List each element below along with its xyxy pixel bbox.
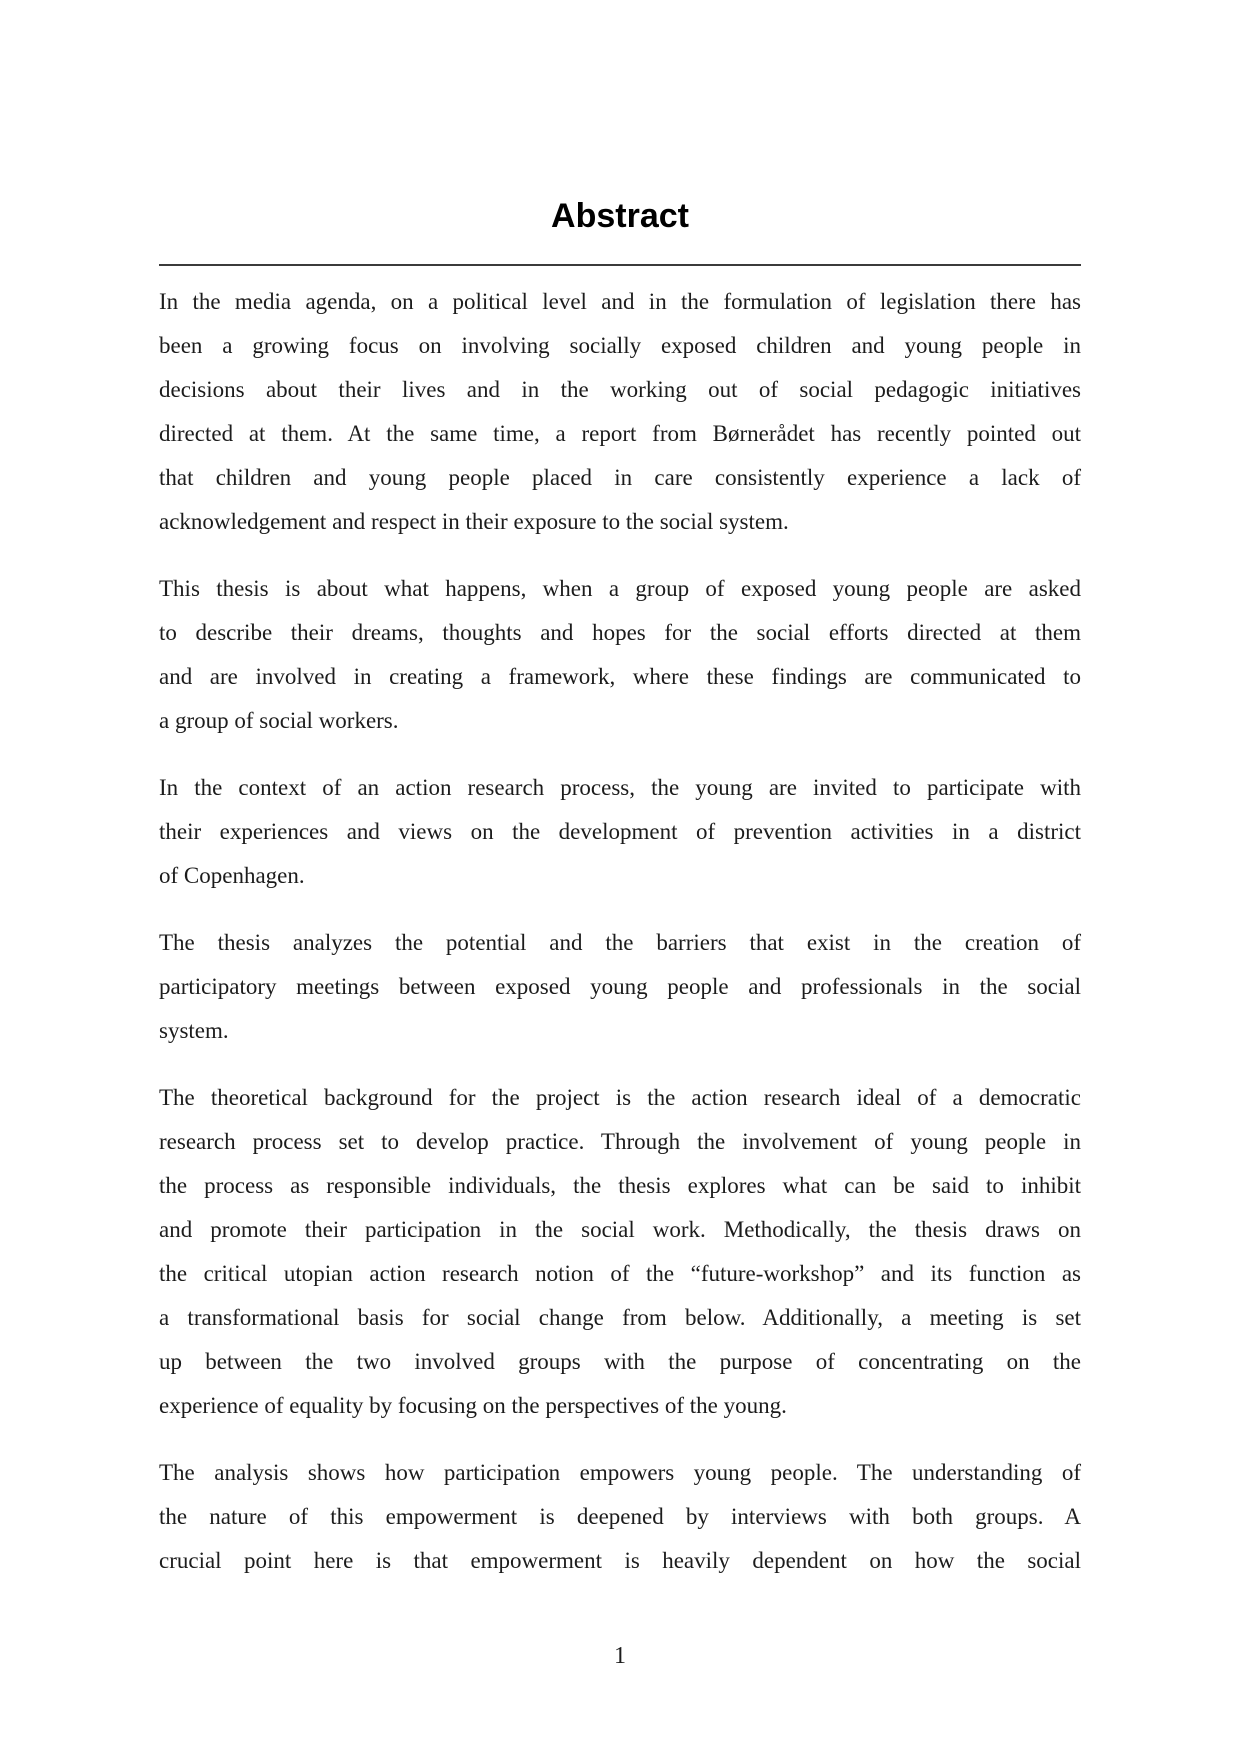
- abstract-paragraph: [159, 567, 1081, 743]
- text-line: that children and young people placed in care consistently experience a lack of: [159, 465, 1081, 490]
- text-line: crucial point here is that empowerment is heavily dependent on how the social: [159, 1548, 1081, 1573]
- text-line: to describe their dreams, thoughts and hopes for the social efforts directed at them: [159, 620, 1081, 645]
- text-line: their experiences and views on the development of prevention activities in a district: [159, 819, 1081, 844]
- text-line: system.: [159, 1018, 229, 1043]
- text-line: The thesis analyzes the potential and the barriers that exist in the creation of: [159, 930, 1081, 955]
- text-line: and are involved in creating a framework, where these findings are communicated to: [159, 664, 1081, 689]
- text-line: the critical utopian action research notion of the “future-workshop” and its function as: [159, 1261, 1081, 1286]
- abstract-paragraph: [159, 921, 1081, 1053]
- abstract-paragraph: [159, 766, 1081, 898]
- text-line: a transformational basis for social change from below. Additionally, a meeting is set: [159, 1305, 1081, 1330]
- text-line: of Copenhagen.: [159, 863, 305, 888]
- text-line: participatory meetings between exposed young people and professionals in the social: [159, 974, 1081, 999]
- text-line: This thesis is about what happens, when a group of exposed young people are asked: [159, 576, 1081, 601]
- text-line: In the context of an action research process, the young are invited to participate with: [159, 775, 1081, 800]
- text-line: acknowledgement and respect in their exposure to the social system.: [159, 509, 789, 534]
- page-number: 1: [614, 1643, 626, 1669]
- text-block: [159, 196, 1081, 1583]
- text-line: experience of equality by focusing on the perspectives of the young.: [159, 1393, 787, 1418]
- text-line: directed at them. At the same time, a report from Børnerådet has recently pointed out: [159, 421, 1081, 446]
- text-line: up between the two involved groups with the purpose of concentrating on the: [159, 1349, 1081, 1374]
- text-line: The theoretical background for the project is the action research ideal of a democratic: [159, 1085, 1081, 1110]
- abstract-paragraph: [159, 1076, 1081, 1428]
- abstract-paragraph: [159, 1451, 1081, 1583]
- text-line: the nature of this empowerment is deepened by interviews with both groups. A: [159, 1504, 1081, 1529]
- abstract-body: [159, 280, 1081, 1583]
- text-line: the process as responsible individuals, the thesis explores what can be said to inhibit: [159, 1173, 1081, 1198]
- text-line: The analysis shows how participation empowers young people. The understanding of: [159, 1460, 1081, 1485]
- page-title: Abstract: [551, 197, 689, 235]
- text-line: research process set to develop practice. Through the involvement of young people in: [159, 1129, 1081, 1154]
- abstract-paragraph: [159, 280, 1081, 544]
- text-line: been a growing focus on involving socially exposed children and young people in: [159, 333, 1081, 358]
- title-rule: [159, 264, 1081, 266]
- text-line: and promote their participation in the social work. Methodically, the thesis draws on: [159, 1217, 1081, 1242]
- text-line: decisions about their lives and in the working out of social pedagogic initiatives: [159, 377, 1081, 402]
- text-line: In the media agenda, on a political level and in the formulation of legislation there has: [159, 289, 1081, 314]
- text-line: a group of social workers.: [159, 708, 399, 733]
